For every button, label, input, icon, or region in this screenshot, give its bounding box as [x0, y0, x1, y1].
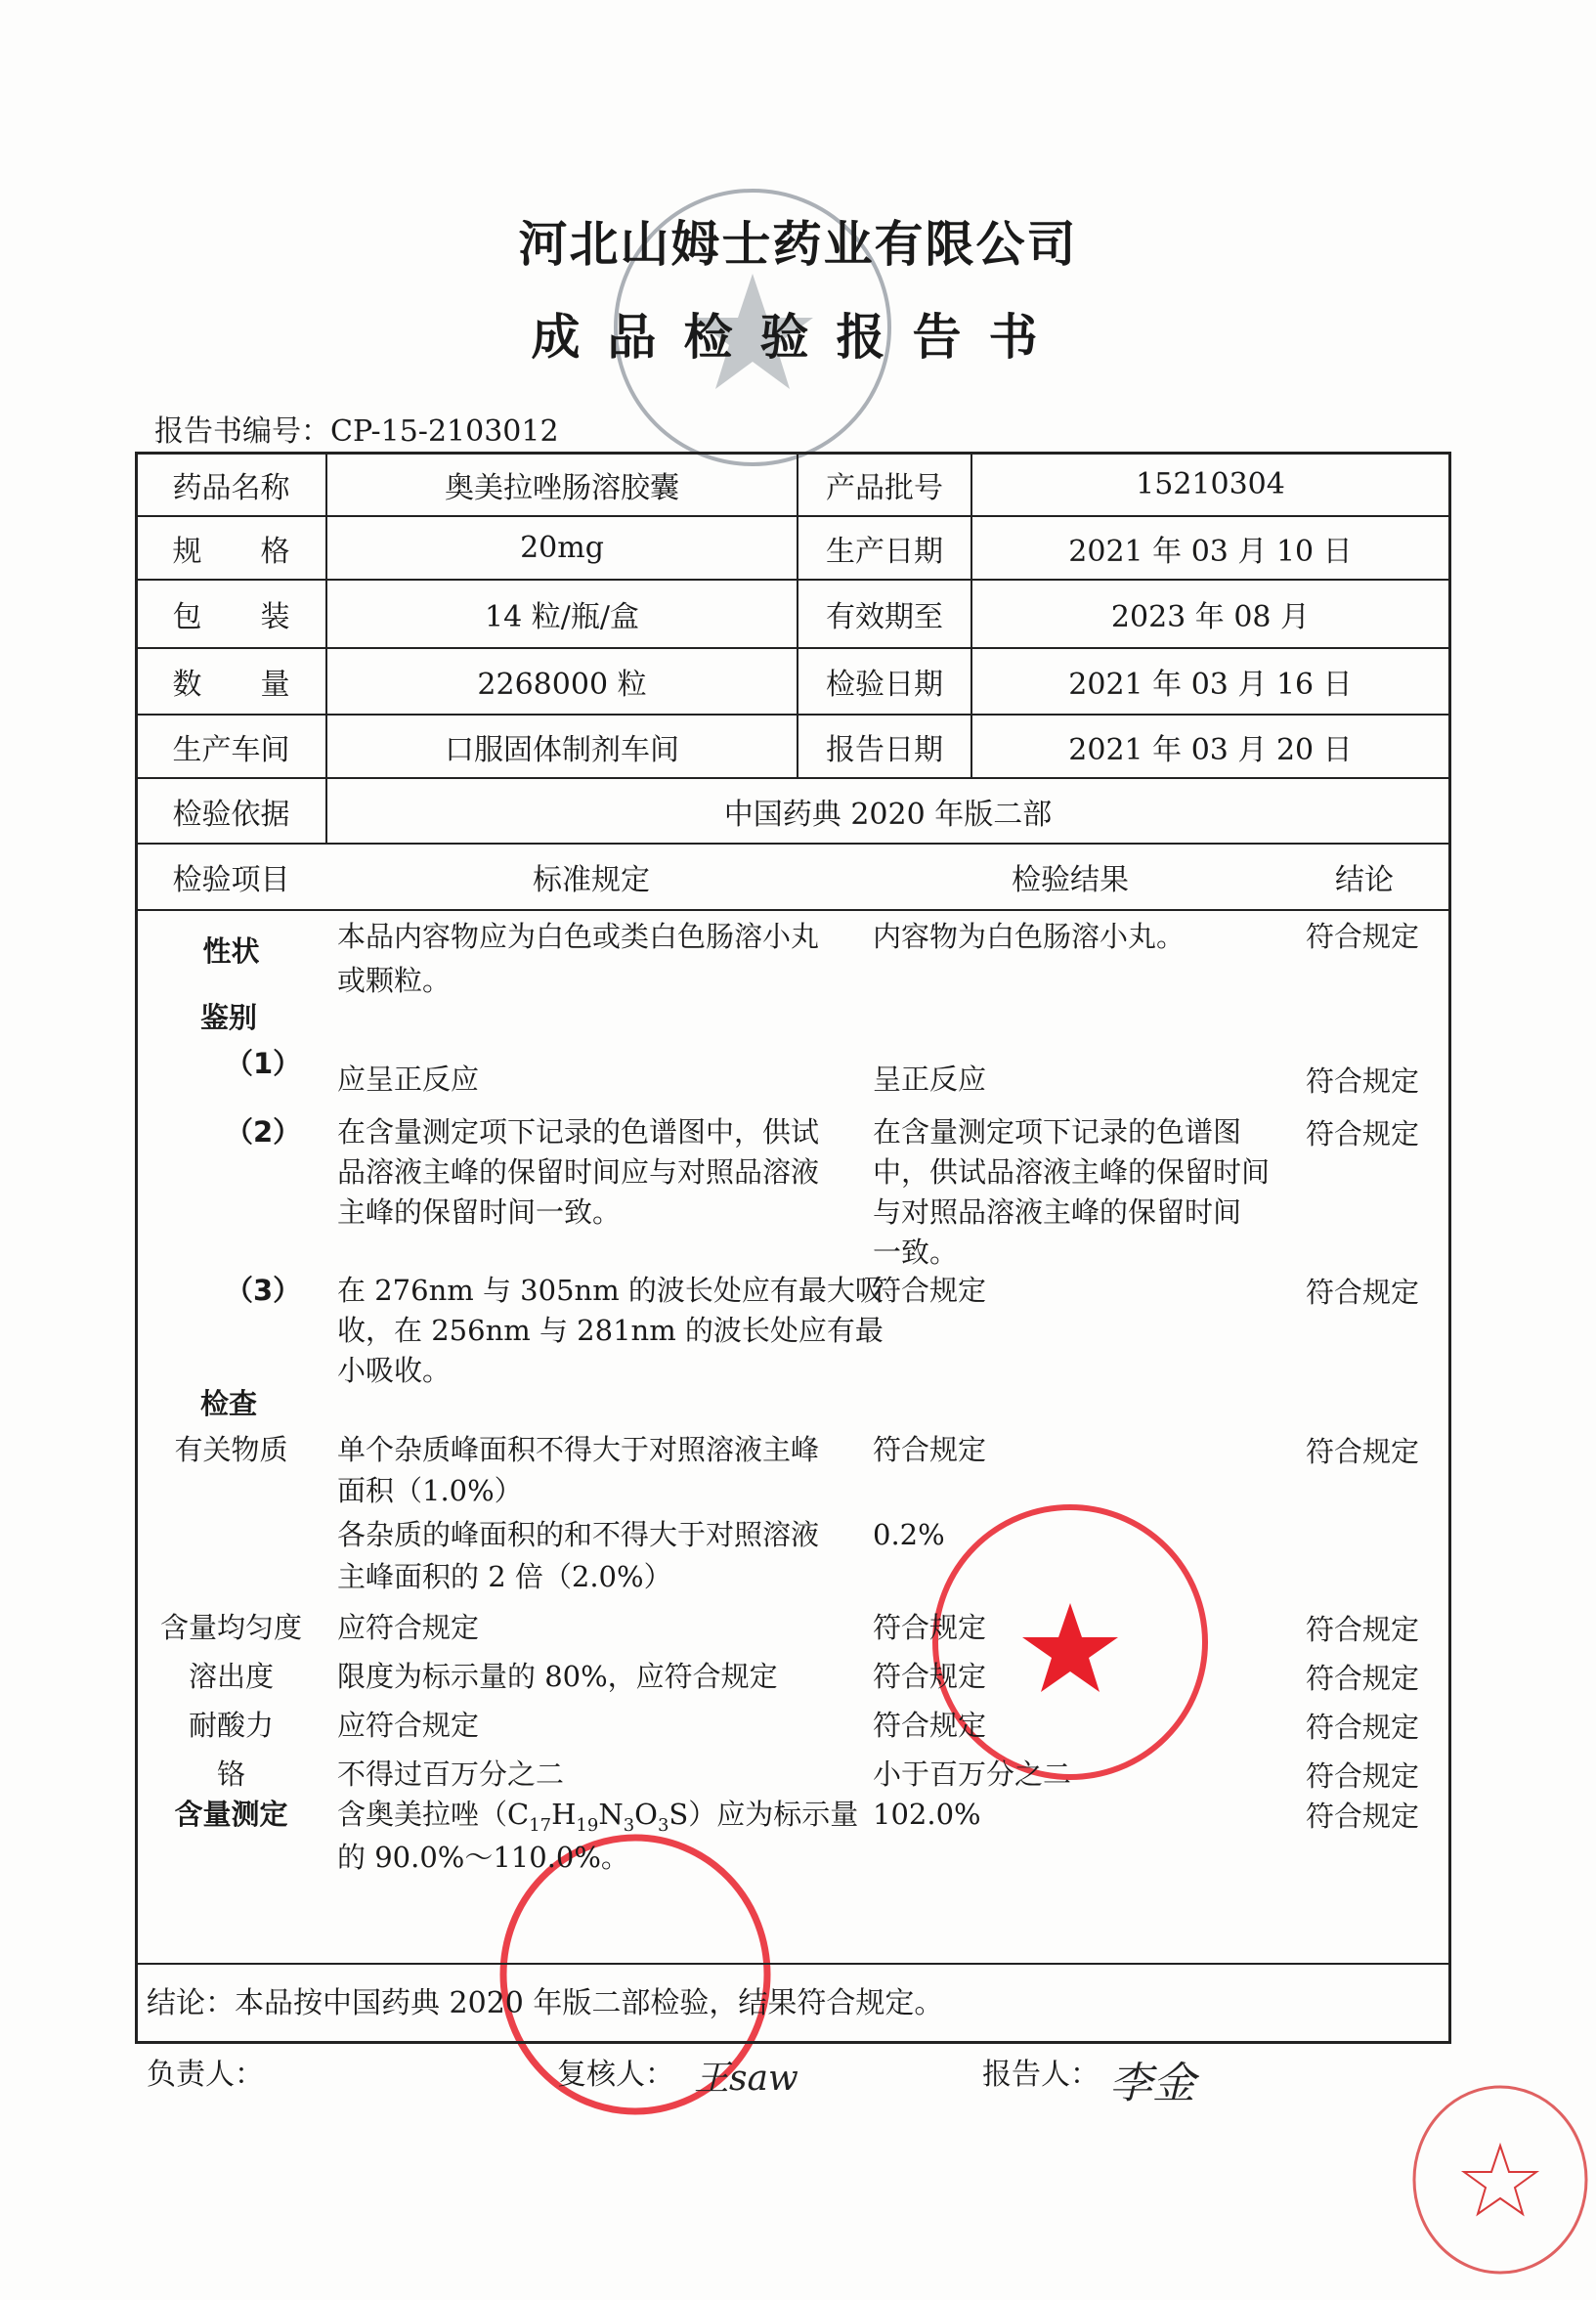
report-number [154, 407, 559, 450]
test-item: 铬 [216, 1758, 245, 1791]
test-item: 耐酸力 [188, 1709, 274, 1742]
info-value: 2021 年 03 月 10 日 [1068, 534, 1353, 569]
test-item: 含量均匀度 [159, 1611, 302, 1644]
test-standard: 主峰的保留时间一致。 [337, 1195, 622, 1229]
section-identification: 鉴别 [200, 1001, 258, 1034]
test-result: 内容物为白色肠溶小丸。 [873, 920, 1186, 953]
info-value: 2268000 粒 [477, 668, 647, 702]
test-standard: 应符合规定 [337, 1611, 480, 1644]
test-conclusion: 符合规定 [1306, 1759, 1420, 1793]
info-value: 2021 年 03 月 16 日 [1068, 668, 1353, 702]
test-result: 符合规定 [873, 1611, 987, 1644]
test-result: 102.0% [873, 1798, 981, 1831]
test-standard: 主峰面积的 2 倍（2.0%） [337, 1560, 672, 1593]
info-label: 有效期至 [826, 600, 943, 634]
test-result: 与对照品溶液主峰的保留时间 [873, 1195, 1242, 1229]
std-text: 含奥美拉唑（ [337, 1798, 508, 1831]
reviewer-label: 复核人： [557, 2058, 674, 2092]
report-number-value: CP-15-2103012 [330, 414, 559, 449]
test-conclusion: 符合规定 [1306, 1064, 1420, 1098]
test-standard: 应呈正反应 [337, 1063, 480, 1096]
test-standard: 在 276nm 与 305nm 的波长处应有最大吸 [337, 1274, 884, 1307]
info-label: 产品批号 [826, 470, 943, 505]
formula-part: O [634, 1798, 658, 1831]
info-label: 包 装 [172, 600, 290, 634]
info-value: 奥美拉唑肠溶胶囊 [445, 470, 679, 505]
red-small-seal [1407, 2082, 1593, 2278]
col-header-result: 检验结果 [1012, 863, 1129, 897]
test-item: 含量测定 [174, 1798, 288, 1831]
reporter-signature: 李金 [1109, 2059, 1195, 2108]
test-result: 中，供试品溶液主峰的保留时间 [873, 1155, 1271, 1189]
test-standard: 不得过百万分之二 [337, 1758, 565, 1791]
info-value: 2021 年 03 月 20 日 [1068, 732, 1353, 767]
test-item: 性状 [202, 934, 260, 968]
formula-part: C [507, 1798, 530, 1831]
document-title: 成品检验报告书 [531, 309, 1065, 366]
table-border-right [1448, 452, 1451, 2043]
reviewer-signature: 王saw [694, 2059, 798, 2099]
basis-value: 中国药典 2020 年版二部 [723, 797, 1053, 832]
info-value: 2023 年 08 月 [1110, 600, 1311, 634]
formula-part: N [598, 1798, 624, 1831]
test-item: 溶出度 [188, 1660, 274, 1693]
test-result: 符合规定 [873, 1709, 987, 1742]
test-standard: 收，在 256nm 与 281nm 的波长处应有最 [337, 1314, 884, 1347]
test-item: 有关物质 [174, 1433, 288, 1466]
company-name: 河北山姆士药业有限公司 [518, 216, 1078, 273]
test-standard: 各杂质的峰面积的和不得大于对照溶液 [337, 1518, 820, 1551]
test-standard: 应符合规定 [337, 1709, 480, 1742]
responsible-label: 负责人： [147, 2058, 264, 2092]
info-value: 14 粒/瓶/盒 [485, 600, 639, 634]
info-value: 15210304 [1136, 467, 1285, 501]
test-result: 符合规定 [873, 1274, 987, 1307]
basis-label: 检验依据 [172, 797, 290, 832]
reporter-label: 报告人： [982, 2058, 1100, 2092]
formula-part: 3 [623, 1814, 635, 1836]
col-header-item: 检验项目 [172, 863, 290, 897]
test-conclusion: 符合规定 [1306, 1435, 1420, 1468]
test-standard: 小吸收。 [337, 1354, 452, 1387]
test-standard: 在含量测定项下记录的色谱图中，供试 [337, 1115, 820, 1149]
test-item: （2） [225, 1115, 302, 1149]
std-text: ）应为标示量 [688, 1798, 859, 1831]
test-standard [337, 1797, 858, 1844]
test-standard: 的 90.0%～110.0%。 [337, 1841, 629, 1874]
test-conclusion: 符合规定 [1306, 1117, 1420, 1150]
test-conclusion: 符合规定 [1306, 1613, 1420, 1646]
formula-part: 3 [657, 1814, 669, 1836]
overall-conclusion: 结论：本品按中国药典 2020 年版二部检验，结果符合规定。 [147, 1986, 944, 2020]
test-result: 符合规定 [873, 1433, 987, 1466]
info-value: 20mg [520, 531, 604, 565]
formula [507, 1798, 689, 1836]
formula-part: 19 [576, 1814, 599, 1836]
test-item: （3） [225, 1274, 302, 1307]
test-conclusion: 符合规定 [1306, 1711, 1420, 1744]
test-standard: 单个杂质峰面积不得大于对照溶液主峰 [337, 1433, 820, 1466]
table-border-bottom [135, 2041, 1451, 2044]
test-standard: 品溶液主峰的保留时间应与对照品溶液 [337, 1155, 820, 1189]
info-label: 生产车间 [172, 732, 290, 767]
test-item: （1） [225, 1047, 302, 1080]
info-label: 数 量 [172, 668, 290, 702]
formula-part: 17 [529, 1814, 552, 1836]
info-label: 生产日期 [826, 534, 943, 569]
section-inspection: 检查 [200, 1387, 258, 1420]
info-label: 药品名称 [172, 470, 290, 505]
formula-part: S [669, 1798, 689, 1831]
row-divider [135, 1963, 1451, 1965]
test-result: 呈正反应 [873, 1063, 987, 1096]
info-label: 检验日期 [826, 668, 943, 702]
test-result: 0.2% [873, 1518, 945, 1551]
test-result: 在含量测定项下记录的色谱图 [873, 1115, 1242, 1149]
test-standard: 面积（1.0%） [337, 1474, 523, 1507]
test-conclusion: 符合规定 [1306, 1662, 1420, 1695]
test-conclusion: 符合规定 [1306, 1276, 1420, 1309]
info-label: 规 格 [172, 534, 290, 569]
col-header-conclusion: 结论 [1335, 863, 1394, 897]
test-conclusion: 符合规定 [1306, 920, 1420, 953]
test-conclusion: 符合规定 [1306, 1800, 1420, 1833]
info-value: 口服固体制剂车间 [445, 732, 679, 767]
report-number-label: 报告书编号： [154, 414, 330, 449]
info-label: 报告日期 [826, 732, 943, 767]
test-standard: 或颗粒。 [337, 964, 452, 997]
row-divider [135, 909, 1451, 911]
test-result: 一致。 [873, 1236, 959, 1269]
test-result: 符合规定 [873, 1660, 987, 1693]
col-header-standard: 标准规定 [533, 863, 650, 897]
test-standard: 限度为标示量的 80%，应符合规定 [337, 1660, 778, 1693]
test-result: 小于百万分之二 [873, 1758, 1072, 1791]
formula-part: H [551, 1798, 577, 1831]
test-standard: 本品内容物应为白色或类白色肠溶小丸 [337, 920, 820, 953]
